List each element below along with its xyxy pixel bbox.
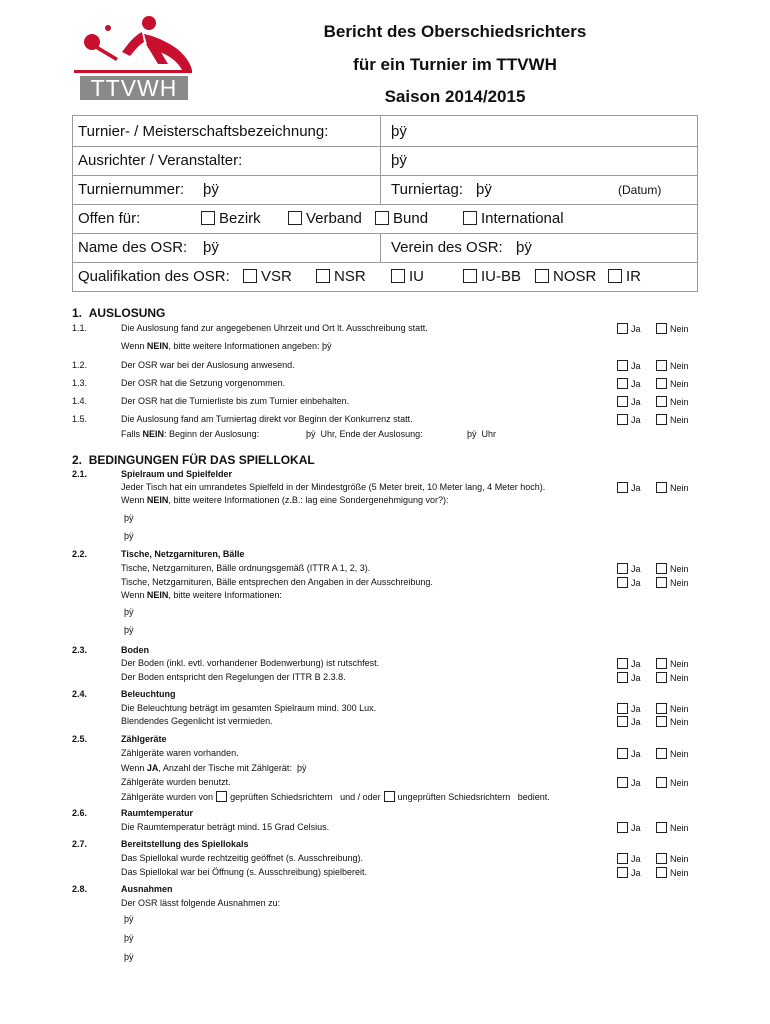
info-field[interactable]: þÿ: [124, 933, 134, 943]
checkbox-icon[interactable]: [656, 716, 667, 727]
checkbox-icon[interactable]: [535, 269, 549, 283]
item-number: 2.3.: [72, 645, 88, 655]
item-text: Der OSR lässt folgende Ausnahmen zu:: [121, 898, 281, 908]
checkbox-icon[interactable]: [617, 563, 628, 574]
yes-no[interactable]: Ja Nein: [617, 853, 641, 864]
yes-no[interactable]: Ja Nein: [617, 323, 641, 334]
tournament-day-field[interactable]: þÿ: [476, 181, 492, 198]
open-for-bund[interactable]: Bund: [375, 210, 428, 227]
checkbox-icon[interactable]: [656, 867, 667, 878]
checkbox-icon[interactable]: [617, 748, 628, 759]
item-text: Jeder Tisch hat ein umrandetes Spielfeld in der Mindestgröße (5 Meter breit, 10 Meter lang, 4 Meter hoch).: [121, 482, 546, 492]
checkbox-icon[interactable]: [656, 748, 667, 759]
item-text: Das Spiellokal wurde rechtzeitig geöffnet (s. Ausschreibung).: [121, 853, 363, 863]
qual-vsr[interactable]: VSR: [243, 268, 292, 285]
event-label: Turnier- / Meisterschaftsbezeichnung:: [78, 123, 329, 140]
qual-ir[interactable]: IR: [608, 268, 641, 285]
item-number: 2.5.: [72, 734, 88, 744]
item-text: Wenn NEIN, bitte weitere Informationen angeben: þÿ: [121, 341, 332, 351]
checkbox-icon[interactable]: [656, 482, 667, 493]
item-text: Der OSR war bei der Auslosung anwesend.: [121, 360, 295, 370]
item-number: 1.1.: [72, 323, 88, 333]
section-2-heading: 2. BEDINGUNGEN FÜR DAS SPIELLOKAL: [72, 453, 315, 467]
checkbox-icon[interactable]: [617, 716, 628, 727]
item-number: 1.4.: [72, 396, 88, 406]
item-text: Der OSR hat die Setzung vorgenommen.: [121, 378, 286, 388]
item-text: Das Spiellokal war bei Öffnung (s. Ausschreibung) spielbereit.: [121, 867, 367, 877]
open-for-international[interactable]: International: [463, 210, 564, 227]
item-text: Die Beleuchtung beträgt im gesamten Spielraum mind. 300 Lux.: [121, 703, 377, 713]
osr-name-label: Name des OSR:: [78, 239, 188, 256]
item-text: Der Boden entspricht den Regelungen der ITTR B 2.3.8.: [121, 672, 346, 682]
subsection-title: Ausnahmen: [121, 884, 173, 894]
checkbox-icon[interactable]: [617, 378, 628, 389]
qual-iu[interactable]: IU: [391, 268, 424, 285]
qual-nosr[interactable]: NOSR: [535, 268, 596, 285]
yes-no[interactable]: Ja Nein: [617, 822, 641, 833]
info-field[interactable]: þÿ: [124, 914, 134, 924]
subsection-title: Tische, Netzgarnituren, Bälle: [121, 549, 245, 559]
subsection-title: Bereitstellung des Spiellokals: [121, 839, 249, 849]
open-for-label: Offen für:: [78, 210, 141, 227]
qual-nsr[interactable]: NSR: [316, 268, 366, 285]
checkbox-icon[interactable]: [656, 414, 667, 425]
checkbox-icon[interactable]: [656, 672, 667, 683]
yes-no[interactable]: Ja Nein: [617, 703, 641, 714]
subsection-title: Boden: [121, 645, 149, 655]
info-field[interactable]: þÿ: [322, 341, 332, 351]
item-text: Zählgeräte wurden benutzt.: [121, 777, 231, 787]
item-text: Zählgeräte wurden von geprüften Schiedsrichtern und / oder ungeprüften Schiedsrichtern bedient.: [121, 792, 550, 802]
checkbox-icon[interactable]: [617, 867, 628, 878]
checkbox-icon[interactable]: [617, 396, 628, 407]
qualification-label: Qualifikation des OSR:: [78, 268, 230, 285]
subsection-title: Zählgeräte: [121, 734, 167, 744]
organizer-label: Ausrichter / Veranstalter:: [78, 152, 243, 169]
checkbox-icon[interactable]: [617, 672, 628, 683]
checkbox-icon[interactable]: [656, 360, 667, 371]
item-text: Wenn NEIN, bitte weitere Informationen (z.B.: lag eine Sondergenehmigung vor?):: [121, 495, 449, 505]
checkbox-icon[interactable]: [656, 822, 667, 833]
checkbox-icon[interactable]: [656, 703, 667, 714]
item-number: 2.4.: [72, 689, 88, 699]
item-number: 1.5.: [72, 414, 88, 424]
checkbox-icon[interactable]: [617, 482, 628, 493]
item-number: 2.7.: [72, 839, 88, 849]
osr-name-field[interactable]: þÿ: [203, 239, 219, 256]
ttvwh-logo: [72, 14, 194, 104]
yes-no[interactable]: Ja Nein: [617, 563, 641, 574]
checkbox-icon[interactable]: [608, 269, 622, 283]
yes-no[interactable]: Ja Nein: [617, 867, 641, 878]
osr-club-field[interactable]: þÿ: [516, 239, 532, 256]
tournament-no-label: Turniernummer:: [78, 181, 185, 198]
info-field[interactable]: þÿ: [124, 513, 134, 523]
subsection-title: Beleuchtung: [121, 689, 176, 699]
item-text: Tische, Netzgarnituren, Bälle entsprechen den Angaben in der Ausschreibung.: [121, 577, 433, 587]
event-field[interactable]: þÿ: [391, 123, 407, 140]
checkbox-icon[interactable]: [617, 414, 628, 425]
yes-no[interactable]: Ja Nein: [617, 658, 641, 669]
checkbox-icon[interactable]: [617, 360, 628, 371]
subsection-title: Raumtemperatur: [121, 808, 194, 818]
checkbox-icon[interactable]: [375, 211, 389, 225]
checkbox-icon[interactable]: [617, 703, 628, 714]
checkbox-icon[interactable]: [463, 211, 477, 225]
section-1-heading: 1. AUSLOSUNG: [72, 306, 166, 320]
qual-iu-bb[interactable]: IU-BB: [463, 268, 521, 285]
start-time-field[interactable]: þÿ: [306, 429, 316, 439]
item-text: Der Boden (inkl. evtl. vorhandener Bodenwerbung) ist rutschfest.: [121, 658, 380, 668]
info-field[interactable]: þÿ: [124, 952, 134, 962]
title-line-2: für ein Turnier im TTVWH: [353, 55, 557, 74]
item-text: Wenn JA, Anzahl der Tische mit Zählgerät: þÿ: [121, 763, 307, 773]
end-time-field[interactable]: þÿ: [467, 429, 477, 439]
checkbox-icon[interactable]: [201, 211, 215, 225]
checkbox-icon[interactable]: [656, 853, 667, 864]
yes-no[interactable]: Ja Nein: [617, 577, 641, 588]
yes-no[interactable]: Ja Nein: [617, 360, 641, 371]
checkbox-icon[interactable]: [617, 822, 628, 833]
checkbox-icon[interactable]: [656, 577, 667, 588]
checkbox-icon[interactable]: [617, 853, 628, 864]
date-hint: (Datum): [618, 183, 662, 197]
item-number: 1.3.: [72, 378, 88, 388]
title-line-3: Saison 2014/2015: [384, 87, 526, 106]
item-number: 1.2.: [72, 360, 88, 370]
checkbox-icon[interactable]: [656, 658, 667, 669]
tournament-day-label: Turniertag:: [391, 181, 463, 198]
item-number: 2.2.: [72, 549, 88, 559]
yes-no[interactable]: Ja Nein: [617, 672, 641, 683]
checkbox-icon[interactable]: [656, 563, 667, 574]
checkbox-icon[interactable]: [656, 378, 667, 389]
open-for-verband[interactable]: Verband: [288, 210, 362, 227]
table-count-field[interactable]: þÿ: [296, 763, 307, 773]
checkbox-icon[interactable]: [656, 396, 667, 407]
item-text: Wenn NEIN, bitte weitere Informationen:: [121, 590, 282, 600]
item-text: Zählgeräte waren vorhanden.: [121, 748, 239, 758]
title-line-1: Bericht des Oberschiedsrichters: [323, 22, 587, 41]
checkbox-icon[interactable]: [617, 777, 628, 788]
checkbox-icon[interactable]: [463, 269, 477, 283]
checkbox-icon[interactable]: [316, 269, 330, 283]
item-text: Tische, Netzgarnituren, Bälle ordnungsgemäß (ITTR A 1, 2, 3).: [121, 563, 371, 573]
item-number: 2.6.: [72, 808, 88, 818]
yes-no[interactable]: Ja Nein: [617, 396, 641, 407]
auslosung-time: þÿ Uhr, Ende der Auslosung:: [306, 429, 423, 439]
checkbox-icon[interactable]: [243, 269, 257, 283]
checkbox-icon[interactable]: [656, 323, 667, 334]
yes-no[interactable]: Ja Nein: [617, 777, 641, 788]
yes-no[interactable]: Ja Nein: [617, 482, 641, 493]
osr-club-label: Verein des OSR:: [391, 239, 503, 256]
organizer-field[interactable]: þÿ: [391, 152, 407, 169]
yes-no[interactable]: Ja Nein: [617, 748, 641, 759]
checkbox-icon[interactable]: [216, 791, 227, 802]
checkbox-icon[interactable]: [288, 211, 302, 225]
subsection-title: Spielraum und Spielfelder: [121, 469, 233, 479]
info-field[interactable]: þÿ: [124, 607, 134, 617]
yes-no[interactable]: Ja Nein: [617, 716, 641, 727]
checkbox-icon[interactable]: [617, 658, 628, 669]
logo-text: TTVWH: [90, 75, 178, 101]
info-field[interactable]: þÿ: [124, 625, 134, 635]
item-text: Die Auslosung fand zur angegebenen Uhrzeit und Ort lt. Ausschreibung statt.: [121, 323, 428, 333]
yes-no[interactable]: Ja Nein: [617, 414, 641, 425]
item-text: Die Raumtemperatur beträgt mind. 15 Grad Celsius.: [121, 822, 330, 832]
item-text: Die Auslosung fand am Turniertag direkt vor Beginn der Konkurrenz statt.: [121, 414, 413, 424]
auslosung-end: þÿ Uhr: [467, 429, 497, 439]
item-number: 2.8.: [72, 884, 88, 894]
yes-no[interactable]: Ja Nein: [617, 378, 641, 389]
item-text: Blendendes Gegenlicht ist vermieden.: [121, 716, 273, 726]
item-text: Der OSR hat die Turnierliste bis zum Turnier einbehalten.: [121, 396, 350, 406]
tournament-no-field[interactable]: þÿ: [203, 181, 219, 198]
checkbox-icon[interactable]: [617, 577, 628, 588]
item-number: 2.1.: [72, 469, 88, 479]
checkbox-icon[interactable]: [384, 791, 395, 802]
checkbox-icon[interactable]: [391, 269, 405, 283]
info-field[interactable]: þÿ: [124, 531, 134, 541]
checkbox-icon[interactable]: [617, 323, 628, 334]
header-table: [72, 115, 698, 292]
item-text: Falls NEIN: Beginn der Auslosung:: [121, 429, 260, 439]
checkbox-icon[interactable]: [656, 777, 667, 788]
open-for-bezirk[interactable]: Bezirk: [201, 210, 261, 227]
